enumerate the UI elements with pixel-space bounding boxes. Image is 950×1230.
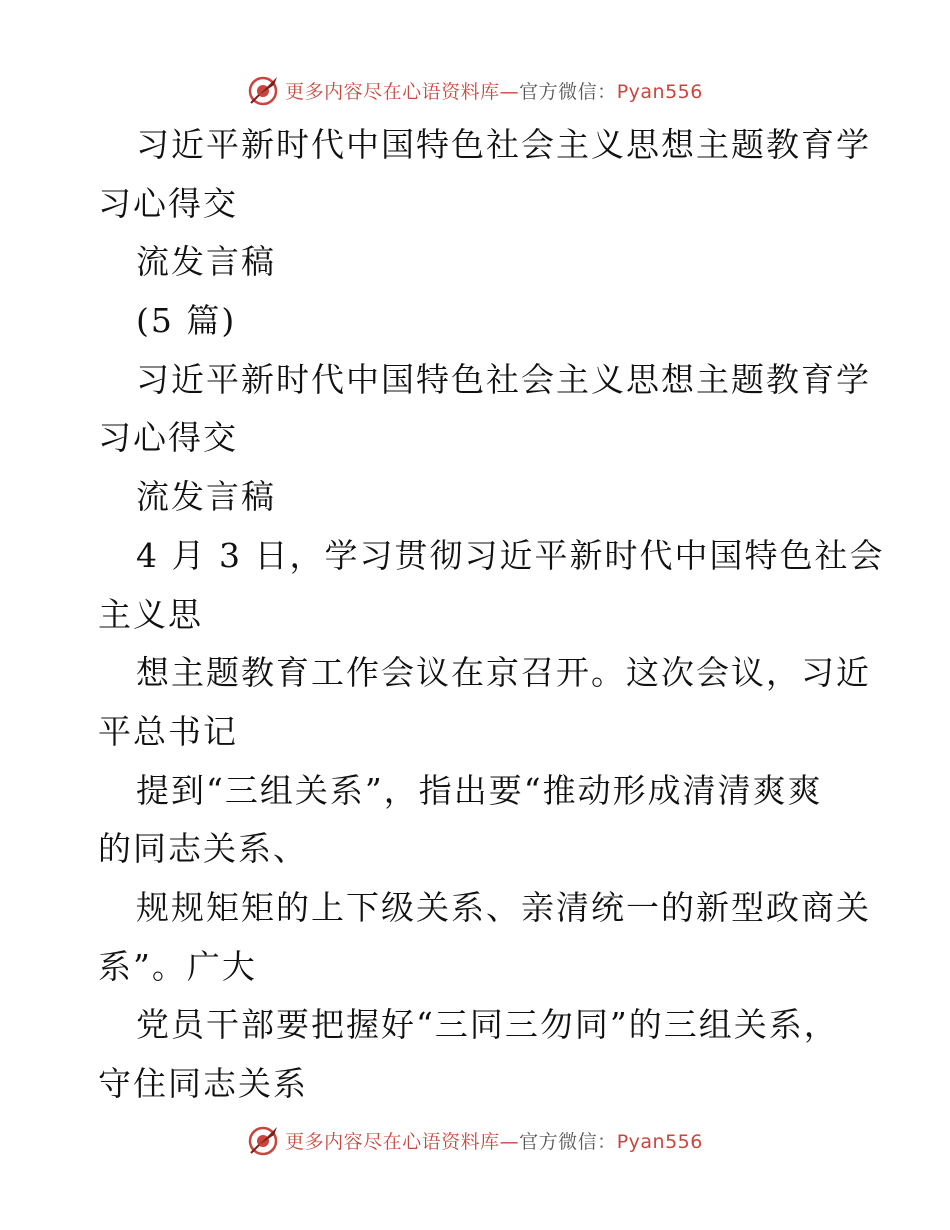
text-line: (5 篇) (136, 301, 237, 341)
text-line: 习近平新时代中国特色社会主义思想主题教育学 (136, 359, 871, 399)
text-line: 主义思 (98, 594, 203, 634)
text-line: 党员干部要把握好“三同三勿同”的三组关系， (136, 1005, 839, 1045)
text-line: 规规矩矩的上下级关系、亲清统一的新型政商关 (136, 887, 871, 927)
footer-banner (0, 1120, 950, 1160)
text-line: 流发言稿 (136, 477, 276, 517)
banner-dash: — (499, 80, 520, 103)
text-line: 流发言稿 (136, 242, 276, 282)
wechat-label: 官方微信： (519, 80, 617, 103)
header-banner (0, 70, 950, 110)
document-body (98, 116, 885, 1114)
wechat-id: Pyan556 (616, 80, 703, 103)
banner-title: 更多内容尽在心语资料库 (285, 1130, 500, 1153)
text-line: 习心得交 (98, 183, 238, 223)
banner-title: 更多内容尽在心语资料库 (285, 80, 500, 103)
banner-dash: — (499, 1130, 520, 1153)
text-line: 习心得交 (98, 418, 238, 458)
text-line: 4 月 3 日，学习贯彻习近平新时代中国特色社会 (136, 535, 885, 575)
quill-logo-icon (247, 1123, 281, 1157)
text-line: 的同志关系、 (98, 829, 308, 869)
text-line: 系”。广大 (98, 946, 257, 986)
wechat-id: Pyan556 (616, 1130, 703, 1153)
text-line: 平总书记 (98, 711, 238, 751)
text-line: 守住同志关系 (98, 1064, 308, 1103)
wechat-label: 官方微信： (519, 1130, 617, 1153)
quill-logo-icon (247, 73, 281, 107)
text-line: 习近平新时代中国特色社会主义思想主题教育学 (136, 125, 871, 164)
text-line: 想主题教育工作会议在京召开。这次会议，习近 (136, 653, 871, 693)
text-line: 提到“三组关系”，指出要“推动形成清清爽爽 (136, 770, 823, 810)
